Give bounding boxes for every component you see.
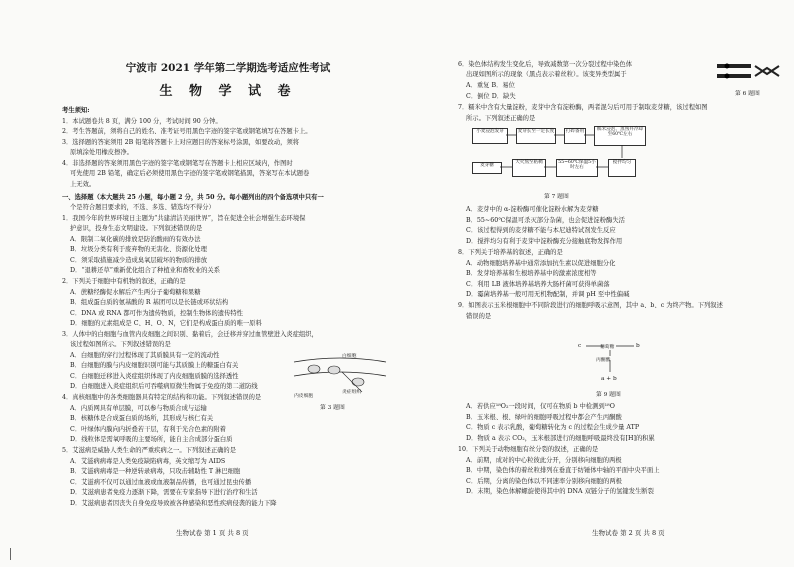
fig9-glucose: 葡萄糖 (600, 345, 615, 350)
fig7-box-rice: 糯米浸泡、蒸熟并冷却至60℃左右 (594, 126, 646, 146)
text-line: A．麦芽中的 α-淀粉酶可催化淀粉水解为麦芽糖 (466, 206, 599, 213)
page-edge-mark (10, 548, 11, 560)
text-line: B．玉米根、根、绿叶的细胞呼吸过程中都会产生丙酮酸 (466, 414, 622, 421)
text-line: A．前期，成对的中心粒彼此分开，分别移向细胞的两极 (466, 457, 622, 464)
text-line: 4．真核细胞中的各类细胞器具有特定的结构和功能。下列叙述错误的是 (62, 394, 262, 401)
text-line: B．垃圾分类有利于废弃物的无害化、资源化处理 (70, 246, 207, 253)
text-line: 7．糯米中含有大量淀粉，麦芽中含有淀粉酶，两者混匀后可用于制取麦芽糖，该过程如图 (458, 104, 708, 111)
text-line: 一、选择题（本大题共 25 小题，每小题 2 分，共 50 分。每小题列出的四个备选项中只有一 (62, 194, 324, 201)
fig3-label-wbc: 白细胞 (342, 354, 357, 359)
text-line: 个是符合题目要求的，不选、多选、错选均不得分） (70, 204, 215, 211)
text-line: C．利用 LB 液体培养基培养大肠杆菌可获得单菌落 (466, 281, 610, 288)
text-line: 原填涂处用橡皮擦净。 (70, 149, 133, 156)
text-line: B．核糖体是合成蛋白质的场所，其形成与核仁有关 (70, 415, 214, 422)
fig6-caption: 第 6 题图 (735, 91, 760, 97)
figure-9-diagram (574, 334, 666, 382)
text-line: C．艾滋病不仅可以通过血液或血液制品传播，也可通过昆虫传播 (70, 479, 252, 486)
exam-title: 宁波市 2021 学年第二学期选考适应性考试 (125, 62, 331, 74)
text-line: D．艾滋病患者免疫力逐渐下降，需要在专家指导下进行治疗和生活 (70, 489, 258, 496)
text-line: D．末期，染色体解螺旋使得其中的 DNA 双链分子的氢键发生断裂 (466, 488, 654, 495)
text-line: B．艾滋病病毒是一种逆转录病毒，只攻击辅助性 T 淋巴细胞 (70, 468, 241, 475)
text-line: C．该过程得到的麦芽糖不能与本尼迪特试剂发生反应 (466, 227, 616, 234)
text-line: 9．如图表示玉米根细胞中不同阶段进行的细胞呼吸示意图，其中 a、b、c 为终产物。下列叙述 (458, 302, 723, 309)
text-line: 护意识，投身生态文明建设。下列叙述错误的是 (70, 225, 203, 232)
fig7-arrows (470, 120, 650, 180)
text-line: D．细胞的元素组成是 C、H、O、N，它们是构成蛋白质的唯一原料 (70, 320, 262, 327)
centromere-1 (725, 64, 730, 69)
fig3-label-tissue: 炎症组织 (342, 390, 362, 395)
text-line: 4．非选择题的答案须用黑色字迹的签字笔或钢笔写在答题卡上相应区域内，作图时 (62, 160, 293, 167)
figure-6-diagram (715, 60, 781, 84)
text-line: 所示。下列叙述正确的是 (466, 115, 536, 122)
exam-subject: 生 物 学 试 卷 (159, 84, 297, 99)
white-blood-cell-2 (328, 366, 340, 374)
fig3-label-endothelial: 内皮细胞 (294, 394, 314, 399)
fig7-box-soak: 小麦浸泡发芽 (472, 128, 508, 144)
text-line: 可先使用 2B 铅笔，确定后必须使用黑色字迹的签字笔或钢笔描黑，答案写在本试题卷 (70, 170, 310, 177)
text-line: B．发芽培养基和生根培养基中的激素浓度相等 (466, 270, 597, 277)
text-line: A．内质网具有单层膜，可以参与物质合成与运输 (70, 405, 207, 412)
text-line: C．倒位 D．缺失 (466, 93, 516, 100)
white-blood-cell-1 (308, 365, 320, 373)
text-line: C．白细胞迁移进入炎症组织体现了内皮细胞质膜的选择透性 (70, 373, 239, 380)
left-page (62, 0, 392, 567)
footer-right: 生物试卷 第 2 页 共 8 页 (592, 529, 665, 537)
text-line: 3．人体中的白细胞与血管内皮细胞之间识别、黏着后，会迁移并穿过血管壁进入炎症组织， (62, 331, 318, 338)
fig7-box-sprout: 麦芽长至一定长度 (516, 128, 556, 144)
fig7-box-boil: 大火熬至粘稠 (512, 159, 546, 177)
fig3-caption: 第 3 题图 (320, 405, 345, 411)
fig9-b: b (636, 343, 640, 349)
text-line: 2．下列关于细胞中有机物的叙述，正确的是 (62, 278, 186, 285)
fig9-c: c (578, 343, 582, 349)
text-line: 6．染色体结构发生变化后，导致减数第一次分裂过程中染色体 (458, 61, 633, 68)
fig7-box-maltose: 麦芽糖 (472, 162, 502, 174)
text-line: C．物质 c 表示乳酸，葡萄糖转化为 c 的过程会生成少量 ATP (466, 424, 640, 431)
text-line: 该过程如图所示。下列叙述错误的是 (70, 341, 171, 348)
white-blood-cell-3 (352, 378, 364, 386)
text-line: D．线粒体是需氧呼吸的主要场所，能自主合成部分蛋白质 (70, 436, 233, 443)
text-line: 8．下列关于培养基的叙述，正确的是 (458, 249, 563, 256)
text-line: 出现如图所示的现象（黑点表示着丝粒）。该变异类型属于 (466, 71, 627, 78)
centromere-2 (725, 74, 730, 79)
text-line: D．“退耕还草”重新优化组合了种植业和畜牧业的关系 (70, 267, 221, 274)
text-line: A．若供应¹⁸O₂一段时间，仅可在物质 b 中检测到¹⁸O (466, 403, 615, 410)
text-line: B．组成蛋白质的氨基酸的 R 基团可以是长链或环状结构 (70, 299, 229, 306)
text-line: 错误的是 (466, 313, 492, 320)
text-line: A．重复 B．易位 (466, 82, 515, 89)
text-line: D．白细胞进入炎症组织后可吞噬病原微生物属于免疫的第二道防线 (70, 383, 258, 390)
text-line: 1．本试题卷共 8 页，满分 100 分，考试时间 90 分钟。 (62, 118, 222, 125)
fig7-box-stir: 搅拌均匀 (608, 159, 636, 177)
text-line: C．须采取措施减少造成臭氧层破坏的物质的排放 (70, 257, 208, 264)
right-page (458, 0, 780, 567)
text-line: C．叶绿体内膜向内折叠若干层，有利于光合色素的附着 (70, 426, 226, 433)
fig9-caption: 第 9 题图 (596, 392, 621, 398)
text-line: 1．我国今年的世界环境日主题为“共建清洁美丽世界”，旨在促进全社会增强生态环境保 (62, 215, 306, 222)
text-line: C．后期，分离的染色体以不同速率分别移向细胞的两极 (466, 478, 622, 485)
footer-left: 生物试卷 第 1 页 共 8 页 (176, 529, 249, 537)
text-line: A．蔗糖经酶促水解后产生两分子葡萄糖和果糖 (70, 289, 201, 296)
text-line: A．限制二氧化碳的排放是防治酸雨的有效办法 (70, 236, 201, 243)
text-line: A．白细胞的穿行过程体现了其质膜具有一定的流动性 (70, 352, 220, 359)
text-line: 3．选择题的答案须用 2B 铅笔将答题卡上对应题目的答案标号涂黑，如要改动，须将 (62, 139, 300, 146)
fig9-pyruvate: 丙酮酸 (596, 358, 611, 363)
text-line: D．搅拌均匀有利于麦芽中淀粉酶充分接触底物发挥作用 (466, 238, 623, 245)
fig7-caption: 第 7 题图 (544, 194, 569, 200)
text-line: D．物质 a 表示 CO₂，玉米根部进行的细胞呼吸最终没有[H]的积累 (466, 435, 655, 442)
text-line: D．霉菌培养基一般可用无机物配制，并调 pH 至中性偏碱 (466, 291, 630, 298)
text-line: A．艾滋病病毒是人类免疫缺陷病毒，英文缩写为 AIDS (70, 458, 226, 465)
fig7-box-crush: 打碎备用 (564, 128, 586, 144)
text-line: B．中期，染色体的着丝粒排列在垂直于纺锤体中轴的平面中央平面上 (466, 467, 660, 474)
text-line: 10．下列关于动物细胞有丝分裂的叙述，正确的是 (458, 446, 599, 453)
text-line: 考生须知: (62, 107, 90, 114)
text-line: B．白细胞的膜与内皮细胞识别可能与其质膜上的糖蛋白有关 (70, 362, 239, 369)
text-line: C．DNA 或 RNA 都可作为遗传物质，控制生物体的遗传特性 (70, 310, 243, 317)
text-line: 上无效。 (70, 181, 96, 188)
text-line: 2．考生答题前，须将自己的姓名、准考证号用黑色字迹的签字笔或钢笔填写在答题卡上。 (62, 128, 312, 135)
fig7-box-incubate: 55~60℃保温5小时左右 (556, 159, 598, 177)
text-line: D．艾滋病患者因丧失自身免疫导致被各种感染和恶性疾病侵袭的能力下降 (70, 500, 277, 507)
text-line: B．55~60℃保温可杀灭部分杂菌，也会促进淀粉酶失活 (466, 217, 625, 224)
text-line: 5．艾滋病是威胁人类生命的严重疾病之一。下列叙述正确的是 (62, 447, 237, 454)
fig9-product: a + b (601, 376, 617, 382)
text-line: A．动物细胞培养基中通常添加抗生素以促进细胞分化 (466, 260, 616, 267)
